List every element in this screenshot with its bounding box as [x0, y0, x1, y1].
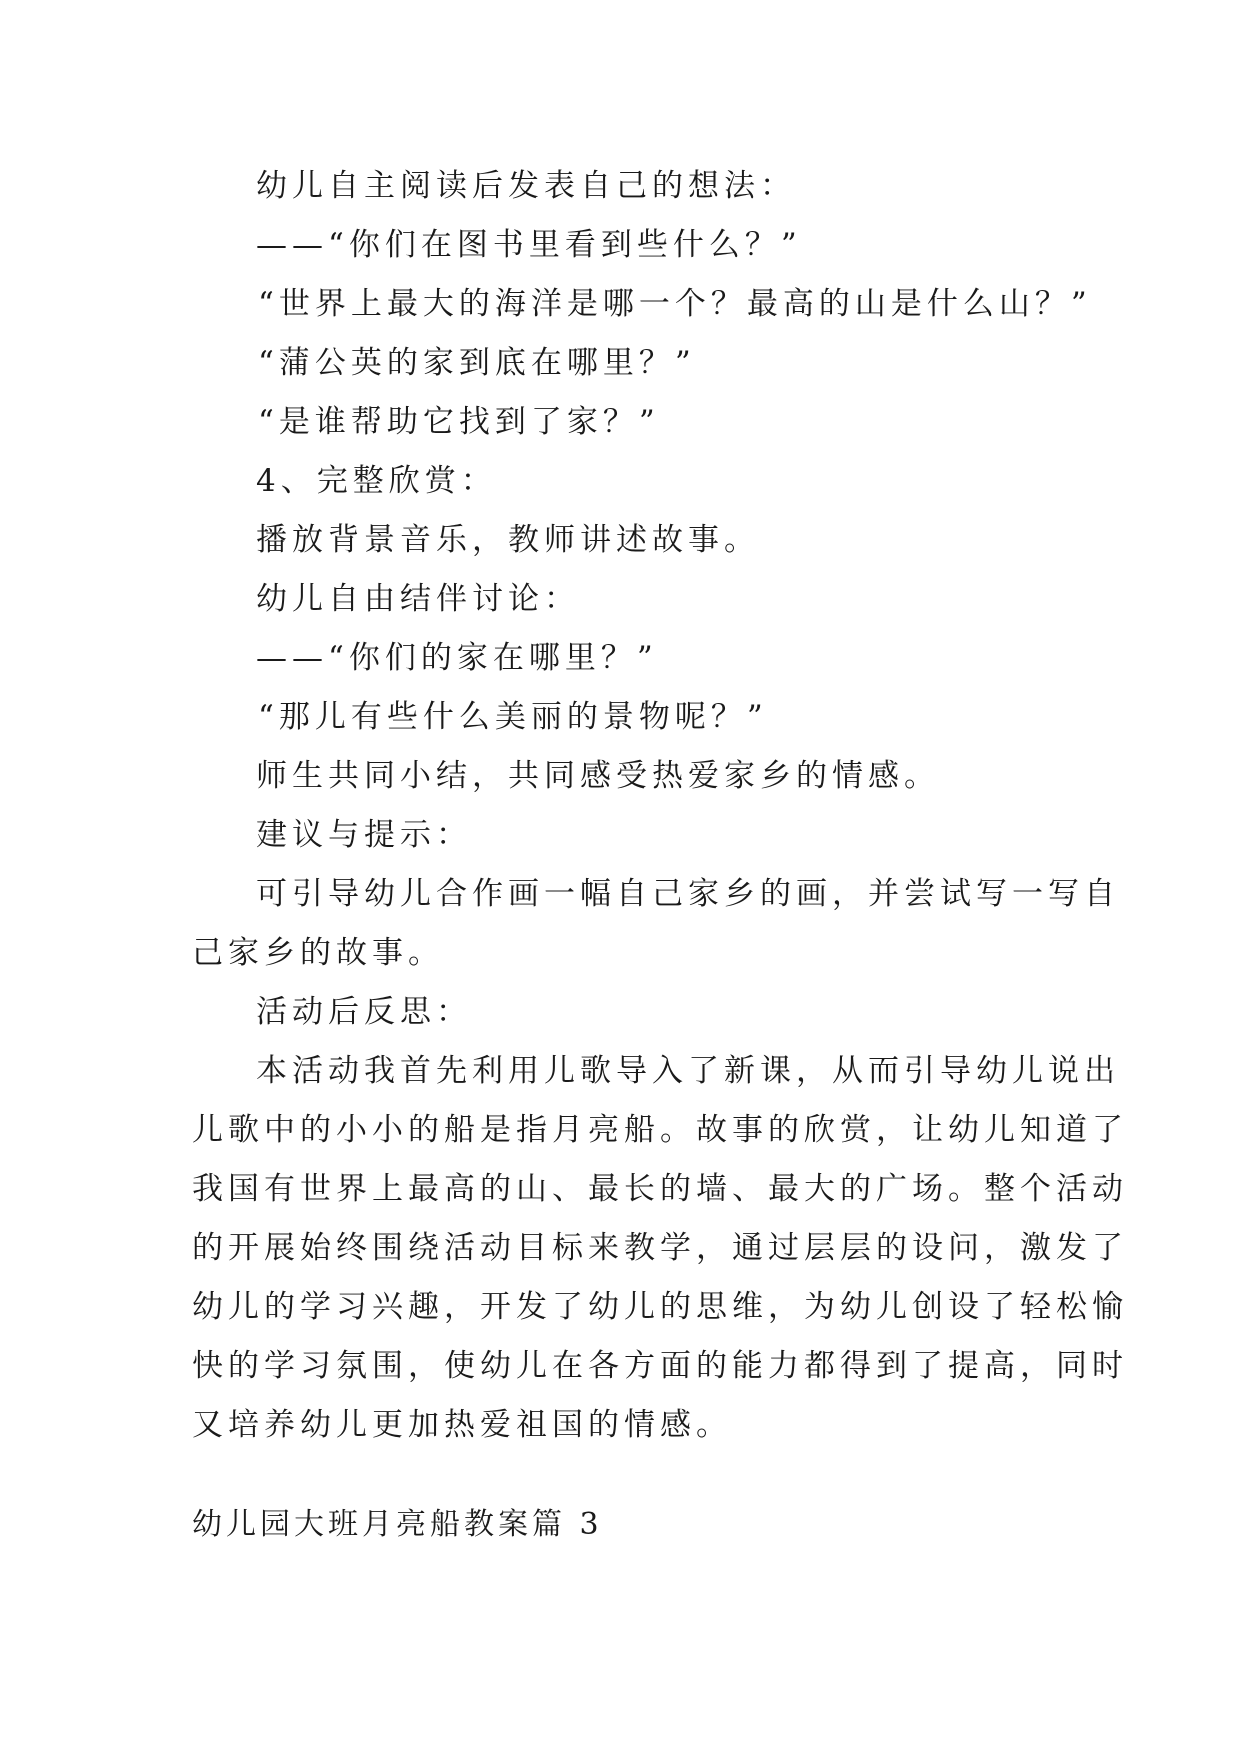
text-line: ——“你们的家在哪里？”: [256, 640, 658, 676]
text-line: 可引导幼儿合作画一幅自己家乡的画，并尝试写一写自: [256, 876, 1120, 912]
text-line: 己家乡的故事。: [192, 935, 444, 971]
text-line: 的开展始终围绕活动目标来教学，通过层层的设问，激发了: [192, 1230, 1128, 1266]
text-line: 我国有世界上最高的山、最长的墙、最大的广场。整个活动: [192, 1171, 1128, 1207]
text-line: 儿歌中的小小的船是指月亮船。故事的欣赏，让幼儿知道了: [192, 1112, 1128, 1148]
text-line: 幼儿的学习兴趣，开发了幼儿的思维，为幼儿创设了轻松愉: [192, 1289, 1128, 1325]
text-line: 快的学习氛围，使幼儿在各方面的能力都得到了提高，同时: [192, 1348, 1128, 1384]
text-line: 4、完整欣赏：: [256, 463, 497, 499]
text-line: 师生共同小结，共同感受热爱家乡的情感。: [256, 758, 940, 794]
section-title: 幼儿园大班月亮船教案篇 3: [192, 1507, 603, 1542]
text-line: 建议与提示：: [256, 817, 472, 853]
text-line: 幼儿自主阅读后发表自己的想法：: [256, 168, 796, 204]
text-line: 幼儿自由结伴讨论：: [256, 581, 580, 617]
text-line: 活动后反思：: [256, 994, 472, 1030]
text-line: 又培养幼儿更加热爱祖国的情感。: [192, 1407, 732, 1443]
text-line: “蒲公英的家到底在哪里？”: [258, 345, 696, 381]
text-line: “世界上最大的海洋是哪一个？最高的山是什么山？”: [258, 286, 1092, 322]
text-line: “那儿有些什么美丽的景物呢？”: [258, 699, 768, 735]
text-line: 本活动我首先利用儿歌导入了新课，从而引导幼儿说出: [256, 1053, 1120, 1089]
text-line: “是谁帮助它找到了家？”: [258, 404, 660, 440]
text-line: ——“你们在图书里看到些什么？”: [256, 227, 802, 263]
text-line: 播放背景音乐，教师讲述故事。: [256, 522, 760, 558]
